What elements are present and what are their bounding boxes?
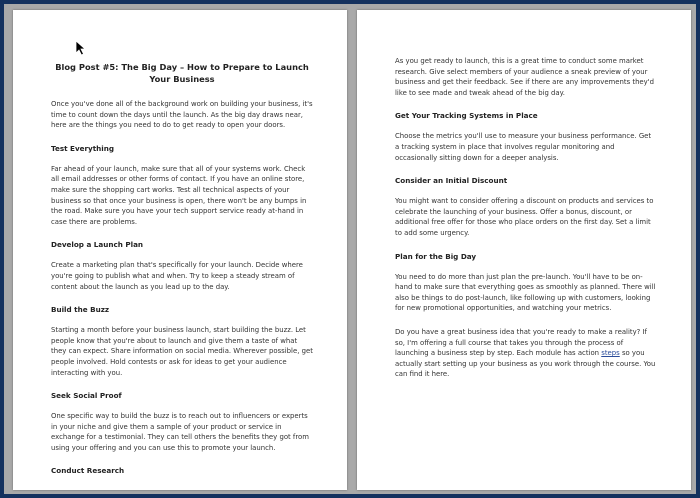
section-heading: Seek Social Proof <box>51 391 122 401</box>
section-heading: Get Your Tracking Systems in Place <box>395 111 538 121</box>
section-body: Far ahead of your launch, make sure that all of your systems work. Check all email addresses or other forms of contact. If you have an online store, make sure the shopping cart works. Test all technical aspects of your business so that once your business is open, there won't be any bumps in the road. Make sure you have your tech support service ready at-hand in case there are problems. <box>51 164 307 226</box>
section-body: Create a marketing plan that's specifically for your launch. Decide where you're going to publish what and when. Try to keep a steady stream of content about the launch as you lead up to the day. <box>51 261 303 291</box>
section-body: You need to do more than just plan the pre-launch. You'll have to be on-hand to make sure that everything goes as smoothly as planned. There will also be things to do post-launch, like following up with customers, looking for new promotional opportunities, and watching your metrics. <box>395 272 656 313</box>
section-heading: Test Everything <box>51 143 115 153</box>
page-right <box>357 10 691 490</box>
intro-paragraph: Once you've done all of the background work on building your business, it's time to count down the days until the launch. As the big day draws near, here are the things you need to do to get ready to open your doors. <box>51 100 313 130</box>
section-heading: Develop a Launch Plan <box>51 240 144 250</box>
section-body: Choose the metrics you'll use to measure your business performance. Get a tracking system in place that involves regular monitoring and occasionally sitting down for a deeper analysis. <box>395 132 652 162</box>
page-title: Blog Post #5: The Big Day – How to Prepare to Launch Your Business <box>55 62 309 84</box>
page-right-content <box>395 56 657 393</box>
section-body: As you get ready to launch, this is a great time to conduct some market research. Give select members of your audience a sneak preview of your business and get their feedback. See if there are any improvements they'd like to see made and tweak ahead of the big day. <box>395 57 655 97</box>
closing-text: Do you have a great business idea that you're ready to make a reality? If so, I'm offering a full course that takes you through the process of launching a business step by step. Each module has action <box>395 327 647 358</box>
closing-paragraph <box>395 327 657 380</box>
mouse-pointer-icon <box>75 40 87 56</box>
section-heading: Plan for the Big Day <box>395 251 477 261</box>
section-heading: Conduct Research <box>51 466 125 476</box>
page-left-content <box>51 62 313 486</box>
closing-text: so you actually start setting up your business as you work through the course. You can find it here. <box>395 349 656 379</box>
steps-link[interactable]: steps <box>601 349 620 358</box>
section-body: You might want to consider offering a discount on products and services to celebrate the launching of your business. Offer a bonus, discount, or additional free offer for those who place orders on the first day. Set a limit to add some urgency. <box>395 197 654 237</box>
section-body: Starting a month before your business launch, start building the buzz. Let people know that you're about to launch and give them a taste of what they can expect. Share information on social media. Wherever possible, get people involved. Hold contests or ask for ideas to get your audience interacting with you. <box>51 326 313 377</box>
page-left <box>13 10 347 490</box>
section-body: One specific way to build the buzz is to reach out to influencers or experts in your niche and give them a sample of your product or service in exchange for a testimonial. They can tell others the benefits they got from using your offering and you can use this to promote your launch. <box>51 412 309 452</box>
section-heading: Build the Buzz <box>51 305 110 315</box>
section-heading: Consider an Initial Discount <box>395 176 508 186</box>
